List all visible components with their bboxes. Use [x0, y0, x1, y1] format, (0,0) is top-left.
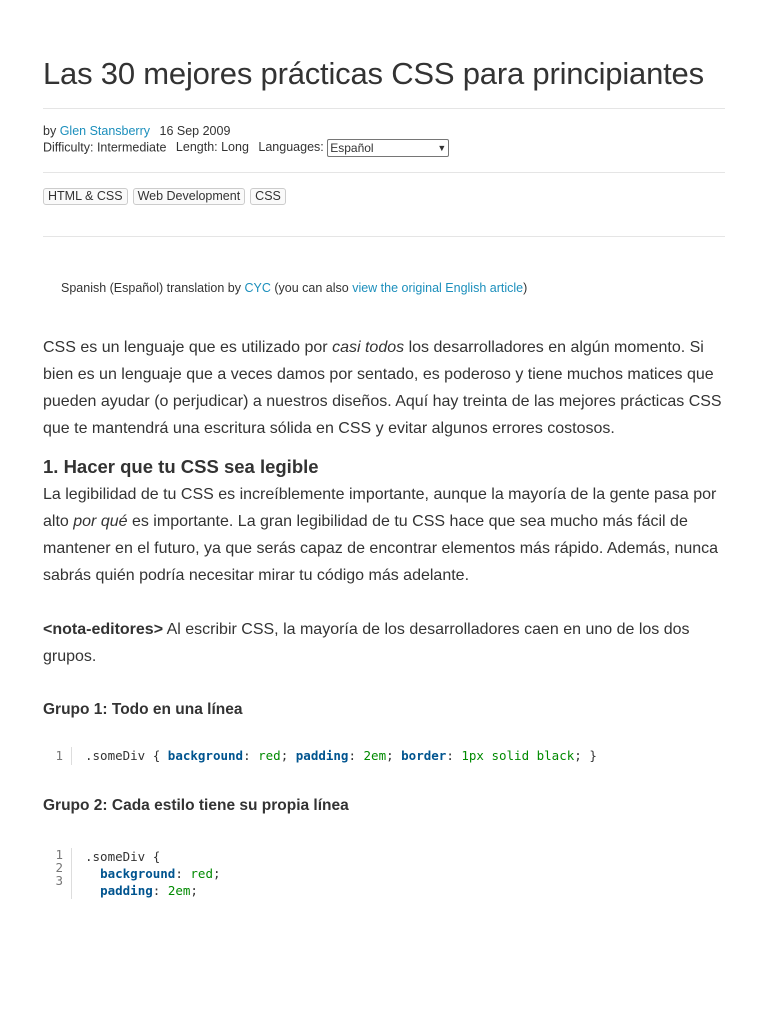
section-paragraph: [43, 481, 725, 589]
editor-note-paragraph: [43, 616, 725, 670]
original-article-link[interactable]: view the original English article: [352, 281, 524, 295]
intro-emphasis: casi todos: [332, 339, 405, 356]
language-selected: Español: [330, 141, 374, 155]
section-text: La legibilidad de tu CSS es increíblemente importante, aunque la mayoría de la gente pasa por alto: [43, 486, 717, 530]
line-numbers: [51, 848, 72, 899]
line-numbers: [51, 747, 72, 765]
section-heading: 1. Hacer que tu CSS sea legible: [43, 456, 319, 477]
line-number: 2: [55, 860, 63, 875]
code-property: background: [100, 866, 176, 881]
intro-paragraph: [43, 334, 725, 442]
language-select[interactable]: [327, 139, 449, 157]
byline: [43, 123, 725, 139]
code-lines: [85, 848, 221, 899]
translator-link[interactable]: CYC: [244, 281, 271, 295]
code-line: background: red;: [100, 866, 221, 881]
divider: [43, 236, 725, 237]
tag-css[interactable]: CSS: [250, 188, 286, 205]
group-heading: Grupo 2: Cada estilo tiene su propia línea: [43, 797, 349, 814]
languages-label: Languages:: [258, 140, 324, 155]
translation-middle: (you can also: [274, 281, 349, 295]
group-heading: Grupo 1: Todo en una línea: [43, 701, 243, 718]
code-selector: .someDiv {: [85, 849, 161, 864]
translation-prefix: Spanish (Español) translation by: [61, 281, 241, 295]
code-line: padding: 2em;: [100, 883, 198, 898]
code-property: padding: [100, 883, 153, 898]
length-text: Length: Long: [175, 140, 249, 155]
code-value: red: [258, 748, 281, 763]
by-label: by: [43, 124, 57, 138]
code-block: [51, 747, 725, 765]
code-selector: .someDiv {: [85, 748, 168, 763]
intro-text: CSS es un lenguaje que es utilizado por: [43, 339, 333, 356]
difficulty-text: Difficulty: Intermediate: [43, 140, 167, 155]
article-meta: [43, 123, 725, 157]
code-property: padding: [295, 748, 349, 763]
divider: [43, 172, 725, 173]
tag-web-development[interactable]: Web Development: [133, 188, 246, 205]
author-link[interactable]: Glen Stansberry: [59, 124, 151, 138]
intro-text-rest: los desarrolladores en algún momento. Si bien es un lenguaje que a veces damos por sentado, es poderoso y tiene muchos matices que pueden ayudar (o perjudicar) a nuestros diseños. Aquí hay treinta de las mejores prácticas CSS que te mantendrá una escritura sólida en CSS y evitar algunos errores costosos.: [43, 339, 722, 437]
tag-html-css[interactable]: HTML & CSS: [43, 188, 128, 205]
code-property: border: [401, 748, 447, 763]
line-number: 1: [55, 748, 63, 763]
code-property: background: [167, 748, 244, 763]
editor-note-tag: <nota-editores>: [43, 621, 164, 638]
editor-note-text: Al escribir CSS, la mayoría de los desarrolladores caen en uno de los dos grupos.: [43, 621, 690, 665]
code-block: [51, 848, 725, 899]
line-number: 1: [55, 847, 63, 862]
line-number: 3: [55, 873, 63, 888]
section-emphasis: por qué: [73, 513, 128, 530]
code-value: 2em: [167, 883, 191, 898]
code-value: 1px solid black: [461, 748, 575, 763]
code-closing: }: [581, 748, 597, 763]
chevron-down-icon: ▼: [437, 143, 447, 153]
meta-details: [43, 139, 725, 157]
translation-suffix: ): [523, 281, 528, 295]
divider: [43, 108, 725, 109]
code-value: red: [190, 866, 213, 881]
publish-date: 16 Sep 2009: [159, 124, 231, 138]
code-line: .someDiv { background: red; padding: 2em; border: 1px solid black; }: [85, 748, 597, 763]
page-title: Las 30 mejores prácticas CSS para principiantes: [43, 56, 704, 91]
translation-note: [43, 281, 725, 295]
code-value: 2em: [363, 748, 387, 763]
tag-list: [43, 188, 725, 205]
section-text-rest: es importante. La gran legibilidad de tu CSS hace que sea mucho más fácil de mantener en el futuro, ya que serás capaz de encontrar elementos más rápido. Además, nunca sabrás quién podría necesitar mirar tu código más adelante.: [43, 513, 719, 584]
